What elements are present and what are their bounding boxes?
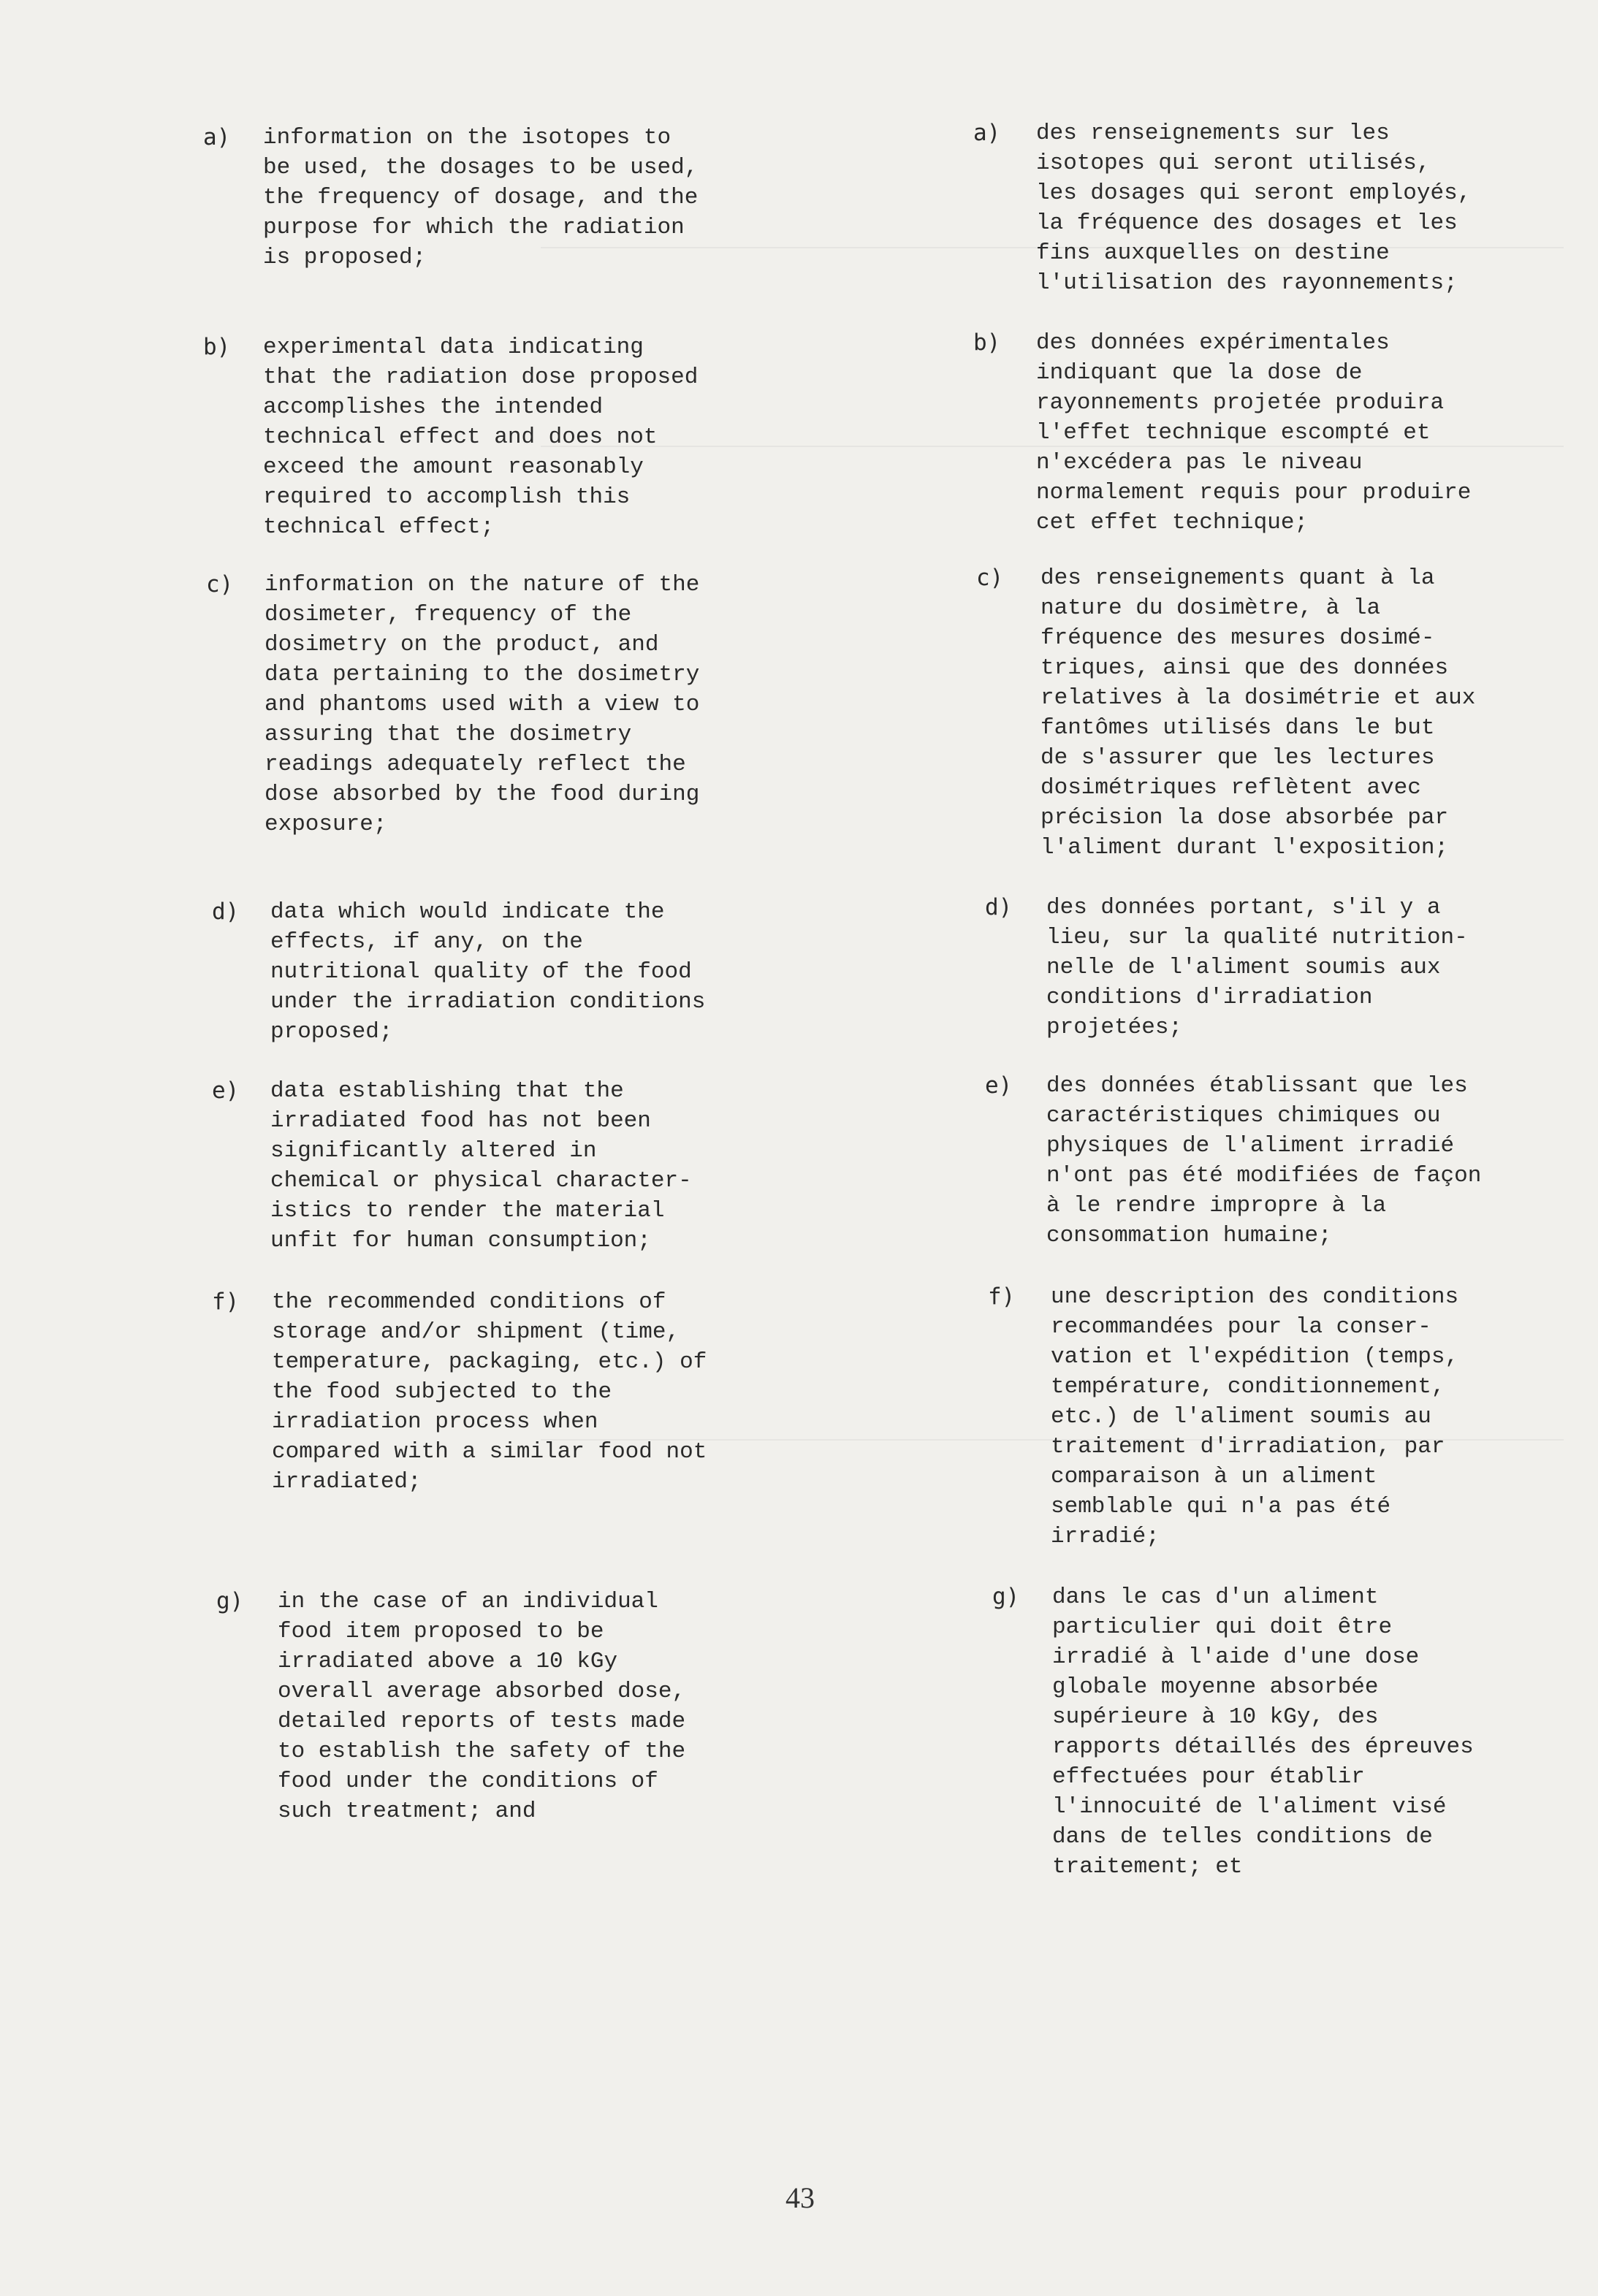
french-column: [970, 0, 1598, 2296]
item-text: information on the nature of the dosimeter, frequency of the dosimetry on the product, and data pertaining to the dosimetry and phantoms used with a view to assuring that the dosimetry readings adequately reflect the dose absorbed by the food during exposure;: [265, 572, 700, 837]
item-marker: c): [206, 571, 234, 598]
item-marker: a): [203, 124, 231, 150]
item-text: des renseignements quant à la nature du dosimètre, à la fréquence des mesures dosimé- triques, ainsi que des données relatives à la dosimétrie et aux fantômes utilisés dans le but de s'assurer que les lectures dosimétriques reflètent avec précision la dose absorbée par l'aliment durant l'exposition;: [1040, 565, 1476, 861]
item-text: in the case of an individual food item proposed to be irradiated above a 10 kGy overall average absorbed dose, detailed reports of tests made to establish the safety of the food under the conditions of such treatment; and: [278, 1589, 686, 1824]
item-marker: e): [212, 1078, 240, 1104]
item-text: des renseignements sur les isotopes qui seront utilisés, les dosages qui seront employés, la fréquence des dosages et les fins auxquelles on destine l'utilisation des rayonnements;: [1036, 121, 1472, 296]
item-text: des données expérimentales indiquant que la dose de rayonnements projetée produira l'effet technique escompté et n'excédera pas le niveau normalement requis pour produire cet effet technique;: [1036, 330, 1472, 535]
item-marker: b): [203, 334, 231, 360]
item-marker: g): [216, 1588, 244, 1614]
item-marker: d): [212, 899, 240, 925]
item-marker: e): [985, 1072, 1013, 1099]
item-text: data establishing that the irradiated food has not been significantly altered in chemical or physical character- istics to render the material unfit for human consumption;: [270, 1078, 692, 1254]
item-text: the recommended conditions of storage and/or shipment (time, temperature, packaging, etc.) of the food subjected to the irradiation process when compared with a similar food not irradiated;: [272, 1289, 707, 1495]
item-text: dans le cas d'un aliment particulier qui doit être irradié à l'aide d'une dose globale moyenne absorbée supérieure à 10 kGy, des rapports détaillés des épreuves effectuées pour établir l'innocuité de l'aliment visé dans de telles conditions de traitement; et: [1052, 1584, 1474, 1880]
item-text: data which would indicate the effects, if any, on the nutritional quality of the food under the irradiation conditions proposed;: [270, 899, 706, 1045]
item-marker: c): [976, 565, 1004, 591]
item-marker: a): [973, 120, 1001, 146]
item-marker: f): [988, 1284, 1016, 1310]
item-text: une description des conditions recommandées pour la conser- vation et l'expédition (temps, température, conditionnement, etc.) de l'aliment soumis au traitement d'irradiation, par comparaison à un aliment semblable qui n'a pas été irradié;: [1051, 1284, 1459, 1549]
item-text: experimental data indicating that the radiation dose proposed accomplishes the intended technical effect and does not exceed the amount reasonably required to accomplish this technical effect;: [263, 335, 699, 540]
item-marker: d): [985, 894, 1013, 920]
item-marker: g): [992, 1584, 1020, 1610]
page-number: 43: [785, 2181, 815, 2214]
item-marker: b): [973, 329, 1001, 356]
item-text: information on the isotopes to be used, the dosages to be used, the frequency of dosage, and the purpose for which the radiation is proposed;: [263, 125, 699, 270]
item-text: des données portant, s'il y a lieu, sur la qualité nutrition- nelle de l'aliment soumis aux conditions d'irradiation projetées;: [1046, 895, 1468, 1040]
english-column: [197, 0, 928, 2296]
item-text: des données établissant que les caractéristiques chimiques ou physiques de l'aliment irradié n'ont pas été modifiées de façon à le rendre impropre à la consommation humaine;: [1046, 1073, 1482, 1248]
item-marker: f): [212, 1289, 240, 1315]
